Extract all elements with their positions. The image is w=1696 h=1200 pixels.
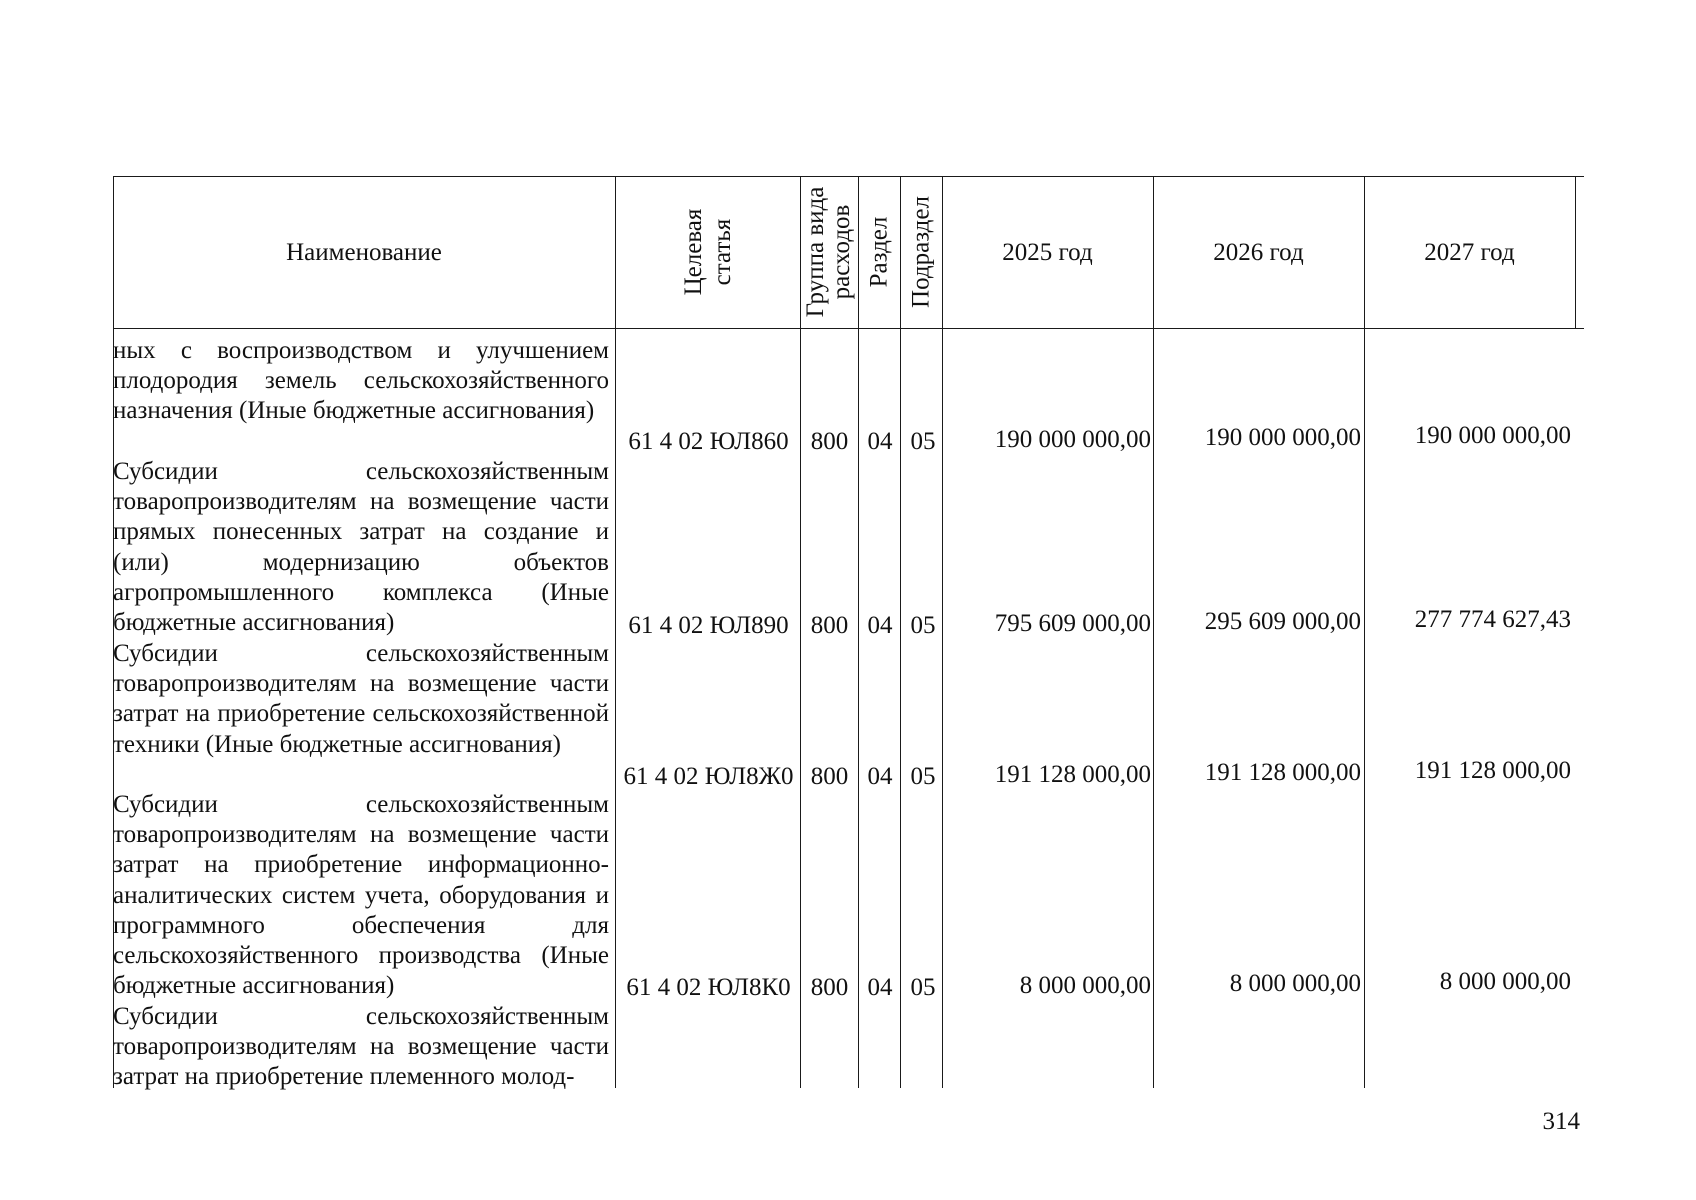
table-row-description: Субсидии сельскохозяйственным товаропроизводителям на возмещение части затрат на приобретение информационно-аналитических систем учета, оборудования и программного обеспечения для сельскохозяйственного производства (Иные бюджетные ассигнования)	[113, 791, 609, 1000]
table-row-group: 800	[810, 428, 849, 455]
table-row-amount-2025: 191 128 000,00	[994, 761, 1151, 788]
table-row-amount-2025: 190 000 000,00	[994, 426, 1151, 453]
table-row-section: 04	[867, 974, 893, 1001]
table-row-section: 04	[867, 428, 893, 455]
table-row-section: 04	[867, 763, 893, 790]
table-row-amount-2027: 8 000 000,00	[1439, 968, 1571, 995]
table-row-code: 61 4 02 ЮЛ860	[628, 428, 789, 455]
table-row-description: Субсидии сельскохозяйственным товаропроизводителям на возмещение части прямых понесенных затрат на создание и (или) модернизацию объектов агропромышленного комплекса (Иные бюджетные ассигнования)	[113, 458, 609, 637]
table-row-subsection: 05	[910, 428, 936, 455]
page-number: 314	[1542, 1108, 1580, 1135]
header-2025: 2025 год	[1002, 238, 1093, 266]
table-row-group: 800	[810, 612, 849, 639]
header-2027: 2027 год	[1424, 238, 1515, 266]
table-row-group: 800	[810, 763, 849, 790]
table-row-section: 04	[867, 612, 893, 639]
table-row-code: 61 4 02 ЮЛ8К0	[626, 974, 791, 1001]
table-row-amount-2026: 191 128 000,00	[1204, 759, 1361, 786]
header-2026: 2026 год	[1213, 238, 1304, 266]
table-row-subsection: 05	[910, 974, 936, 1001]
header-target-article	[615, 176, 800, 328]
col-border	[1575, 176, 1576, 328]
header-name: Наименование	[286, 238, 442, 266]
table-row-amount-2026: 295 609 000,00	[1204, 608, 1361, 635]
table-row-amount-2026: 190 000 000,00	[1204, 424, 1361, 451]
header-target-article-text: Целевая статья	[679, 208, 736, 296]
header-expense-group	[800, 176, 858, 328]
table-row-subsection: 05	[910, 612, 936, 639]
header-expense-group-text: Группа вида расходов	[802, 186, 855, 318]
table-row-amount-2025: 8 000 000,00	[1019, 972, 1151, 999]
table-row-amount-2026: 8 000 000,00	[1229, 970, 1361, 997]
table-row-description: ных с воспроизводством и улучшением плодородия земель сельскохозяйственного назначения (Иные бюджетные ассигнования)	[113, 337, 609, 425]
table-row-description: Субсидии сельскохозяйственным товаропроизводителям на возмещение части затрат на приобретение племенного молод-	[113, 1003, 609, 1091]
header-subsection-text: Подраздел	[907, 196, 935, 308]
table-row-amount-2027: 191 128 000,00	[1414, 757, 1571, 784]
header-subsection	[900, 176, 942, 328]
header-section	[858, 176, 900, 328]
table-row-code: 61 4 02 ЮЛ8Ж0	[623, 763, 794, 790]
table-row-group: 800	[810, 974, 849, 1001]
table-row-amount-2025: 795 609 000,00	[994, 610, 1151, 637]
table-row-description: Субсидии сельскохозяйственным товаропроизводителям на возмещение части затрат на приобретение сельскохозяйственной техники (Иные бюджетные ассигнования)	[113, 640, 609, 758]
budget-table	[113, 176, 1584, 1091]
table-row-amount-2027: 190 000 000,00	[1414, 422, 1571, 449]
header-section-text: Раздел	[865, 216, 893, 288]
table-row-code: 61 4 02 ЮЛ890	[628, 612, 789, 639]
table-row-amount-2027: 277 774 627,43	[1414, 606, 1571, 633]
table-row-subsection: 05	[910, 763, 936, 790]
